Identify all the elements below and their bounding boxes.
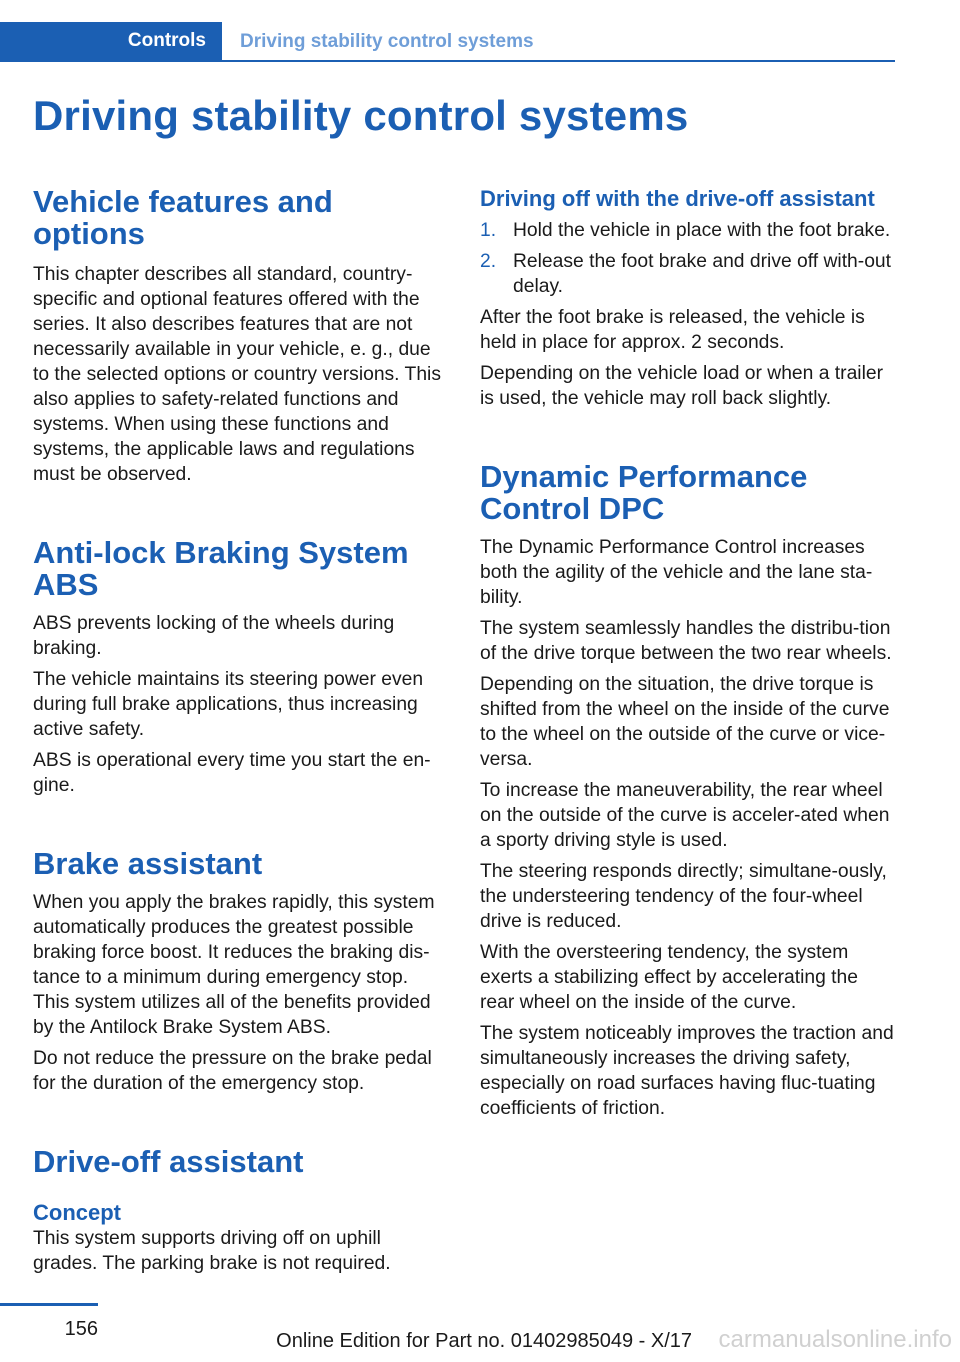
dpc-heading: Dynamic Performance Control DPC	[480, 459, 808, 526]
right-column	[480, 186, 896, 1127]
dpc-paragraph: The system noticeably improves the traction and simultaneously increases the driving safety, especially on road surfaces having fluc‐tuating coefficients of friction.	[480, 1023, 894, 1119]
step-text: Release the foot brake and drive off with‐out delay.	[513, 251, 891, 297]
abs-heading: Anti-lock Braking System ABS	[33, 535, 409, 602]
running-header	[0, 22, 895, 62]
edition-text: Online Edition for Part no. 01402985049 - X/17	[276, 1330, 692, 1352]
list-item	[480, 249, 896, 299]
dpc-paragraph: To increase the maneuverability, the rear wheel on the outside of the curve is acceler‐ated when a sporty driving style is used.	[480, 780, 890, 851]
step-text: Hold the vehicle in place with the foot brake.	[513, 220, 891, 241]
dpc-paragraph: The Dynamic Performance Control increases both the agility of the vehicle and the lane sta‐bility.	[480, 537, 873, 608]
concept-subheading: Concept	[33, 1200, 121, 1225]
dpc-paragraph: Depending on the situation, the drive torque is shifted from the wheel on the inside of the curve to the wheel on the outside of the curve or vice-versa.	[480, 674, 890, 770]
driving-off-paragraph: Depending on the vehicle load or when a trailer is used, the vehicle may roll back slightly.	[480, 363, 884, 409]
driving-off-heading: Driving off with the drive-off assistant	[480, 186, 875, 211]
watermark: carmanualsonline.info	[718, 1326, 952, 1353]
abs-paragraph: ABS is operational every time you start the en‐gine.	[33, 750, 431, 796]
abs-paragraph: The vehicle maintains its steering power even during full brake applications, thus increasing active safety.	[33, 669, 424, 740]
left-column	[33, 186, 449, 1282]
brake-assistant-paragraph: Do not reduce the pressure on the brake pedal for the duration of the emergency stop.	[33, 1048, 432, 1094]
dpc-paragraph: The system seamlessly handles the distribu‐tion of the drive torque between the two rear wheels.	[480, 618, 892, 664]
vehicle-features-heading: Vehicle features and options	[33, 184, 333, 251]
abs-paragraph: ABS prevents locking of the wheels during braking.	[33, 613, 395, 659]
driving-off-paragraph: After the foot brake is released, the vehicle is held in place for approx. 2 seconds.	[480, 307, 865, 353]
step-number: 1.	[480, 220, 497, 241]
dpc-paragraph: The steering responds directly; simultane‐ously, the understeering tendency of the four-wheel drive is reduced.	[480, 861, 887, 932]
vehicle-features-paragraph: This chapter describes all standard, country-specific and optional features offered with the series. It also describes features that are not necessarily available in your vehicle, e. g., due to the selected options or country versions. This also applies to safety-related functions and systems. When using these functions and systems, the applicable laws and regulations must be observed.	[33, 264, 441, 485]
footer-rule	[0, 1303, 98, 1306]
brake-assistant-heading: Brake assistant	[33, 846, 263, 881]
dpc-paragraph: With the oversteering tendency, the system exerts a stabilizing effect by accelerating the rear wheel on the inside of the curve.	[480, 942, 858, 1013]
brake-assistant-paragraph: When you apply the brakes rapidly, this system automatically produces the greatest possible braking force boost. It reduces the braking dis‐tance to a minimum during emergency stop. This system utilizes all of the benefits provided by the Antilock Brake System ABS.	[33, 892, 435, 1038]
section-tab[interactable]: Driving stability control systems	[240, 31, 534, 52]
step-number: 2.	[480, 251, 497, 272]
drive-off-assistant-heading: Drive-off assistant	[33, 1144, 304, 1179]
chapter-tab[interactable]: Controls	[0, 22, 222, 60]
concept-paragraph: This system supports driving off on uphill grades. The parking brake is not required.	[33, 1228, 391, 1274]
page-title: Driving stability control systems	[33, 92, 689, 139]
list-item	[480, 218, 896, 243]
page-number: 156	[64, 1318, 98, 1340]
